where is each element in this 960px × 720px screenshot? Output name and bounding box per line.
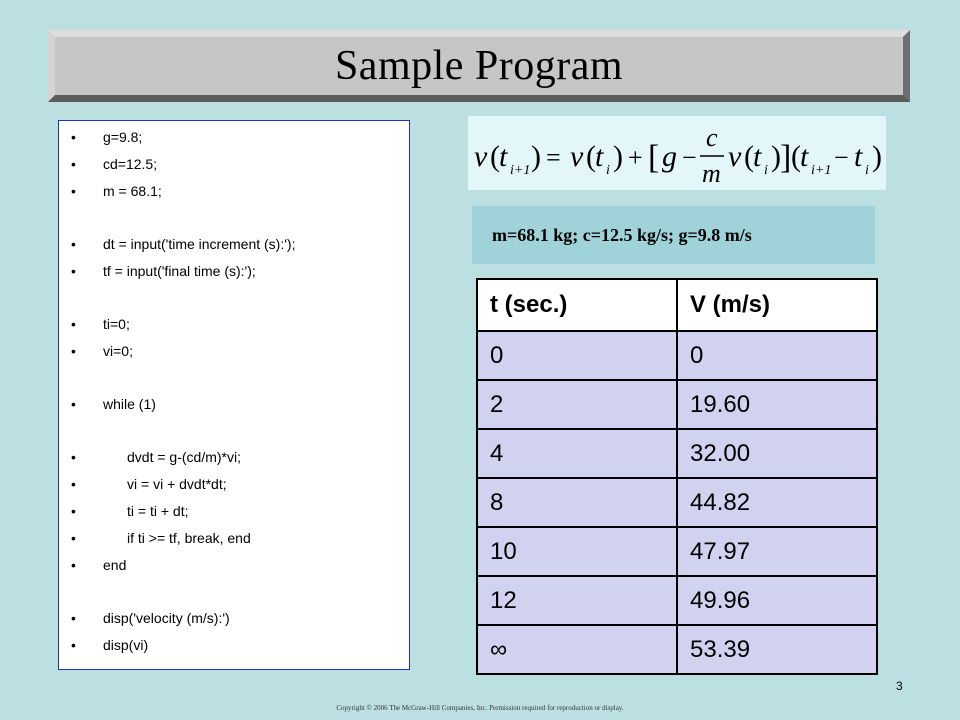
code-text: dt = input('time increment (s):');: [103, 236, 296, 252]
bullet-icon: •: [71, 476, 76, 492]
eq-g: g: [662, 140, 677, 173]
bullet-icon: •: [71, 503, 76, 519]
page-number: 3: [896, 679, 903, 693]
cell-time: 0: [477, 331, 677, 380]
eq-minus2: −: [834, 143, 849, 172]
bullet-icon: •: [71, 449, 76, 465]
eq-paren3: (: [586, 140, 596, 173]
bullet-icon: •: [71, 530, 76, 546]
bullet-icon: •: [71, 637, 76, 653]
code-text: tf = input('final time (s):');: [103, 263, 256, 279]
equation-box: [468, 116, 886, 190]
table-row: [477, 527, 877, 576]
cell-time: 4: [477, 429, 677, 478]
eq-m: m: [702, 159, 721, 188]
code-text: dvdt = g-(cd/m)*vi;: [127, 449, 241, 465]
eq-paren5: (: [744, 140, 754, 173]
eq-paren4: ): [613, 140, 623, 173]
parameters-text: m=68.1 kg; c=12.5 kg/s; g=9.8 m/s: [492, 224, 752, 245]
table-row: [477, 576, 877, 625]
eq-paren6: ): [771, 140, 781, 173]
velocity-equation: [468, 116, 886, 190]
cell-time: ∞: [477, 625, 677, 674]
eq-t3: t: [753, 140, 762, 173]
code-text: end: [103, 557, 127, 573]
eq-minus: −: [682, 143, 697, 172]
bullet-icon: •: [71, 183, 76, 199]
cell-time: 2: [477, 380, 677, 429]
bullet-icon: •: [71, 557, 76, 573]
bullet-icon: •: [71, 343, 76, 359]
code-text: m = 68.1;: [103, 183, 162, 199]
cell-velocity: 44.82: [677, 478, 877, 527]
slide-title: Sample Program: [334, 43, 624, 89]
cell-time: 8: [477, 478, 677, 527]
eq-sub4: i+1: [811, 163, 832, 178]
eq-sub5: i: [865, 163, 869, 178]
eq-t5: t: [854, 140, 863, 173]
eq-v2: v: [570, 140, 584, 173]
eq-bracket2: ]: [780, 139, 792, 176]
code-text: if ti >= tf, break, end: [127, 530, 251, 546]
table-row: [477, 380, 877, 429]
cell-time: 12: [477, 576, 677, 625]
table-row: [477, 478, 877, 527]
velocity-table: [476, 278, 878, 675]
bullet-icon: •: [71, 396, 76, 412]
code-text: vi=0;: [103, 343, 133, 359]
cell-velocity: 0: [677, 331, 877, 380]
title-bar: [48, 30, 910, 102]
eq-sub3: i: [764, 163, 768, 178]
eq-sub2: i: [606, 163, 610, 178]
eq-paren2: ): [531, 140, 541, 173]
eq-t1: t: [499, 140, 508, 173]
parameters-box: [472, 206, 875, 264]
code-text: disp('velocity (m/s):'): [103, 610, 230, 626]
eq-v1: v: [474, 140, 488, 173]
header-velocity: V (m/s): [677, 279, 877, 331]
code-text: ti=0;: [103, 316, 130, 332]
code-text: disp(vi): [103, 637, 149, 653]
table-row: [477, 429, 877, 478]
code-text: vi = vi + dvdt*dt;: [127, 476, 227, 492]
bullet-icon: •: [71, 236, 76, 252]
eq-equals: =: [546, 143, 561, 172]
eq-sub1: i+1: [510, 163, 531, 178]
eq-t2: t: [595, 140, 604, 173]
cell-velocity: 53.39: [677, 625, 877, 674]
code-text: while (1): [103, 396, 156, 412]
copyright-notice: Copyright © 2006 The McGraw-Hill Companies, Inc. Permission required for reproduction or display.: [336, 704, 624, 712]
eq-v3: v: [728, 140, 742, 173]
cell-time: 10: [477, 527, 677, 576]
cell-velocity: 19.60: [677, 380, 877, 429]
cell-velocity: 49.96: [677, 576, 877, 625]
code-panel: [58, 120, 410, 670]
code-text: ti = ti + dt;: [127, 503, 189, 519]
eq-c: c: [706, 123, 718, 152]
table-row: [477, 625, 877, 674]
table-row: [477, 331, 877, 380]
eq-t4: t: [800, 140, 809, 173]
table-header-row: [477, 279, 877, 331]
eq-paren8: ): [872, 140, 882, 173]
bullet-icon: •: [71, 129, 76, 145]
bullet-icon: •: [71, 263, 76, 279]
header-time: t (sec.): [477, 279, 677, 331]
eq-plus: +: [628, 143, 643, 172]
eq-paren7: (: [791, 140, 801, 173]
code-text: cd=12.5;: [103, 156, 158, 172]
bullet-icon: •: [71, 316, 76, 332]
cell-velocity: 47.97: [677, 527, 877, 576]
eq-bracket1: [: [648, 139, 660, 176]
bullet-icon: •: [71, 156, 76, 172]
code-text: g=9.8;: [103, 129, 143, 145]
cell-velocity: 32.00: [677, 429, 877, 478]
eq-paren1: (: [490, 140, 500, 173]
bullet-icon: •: [71, 610, 76, 626]
